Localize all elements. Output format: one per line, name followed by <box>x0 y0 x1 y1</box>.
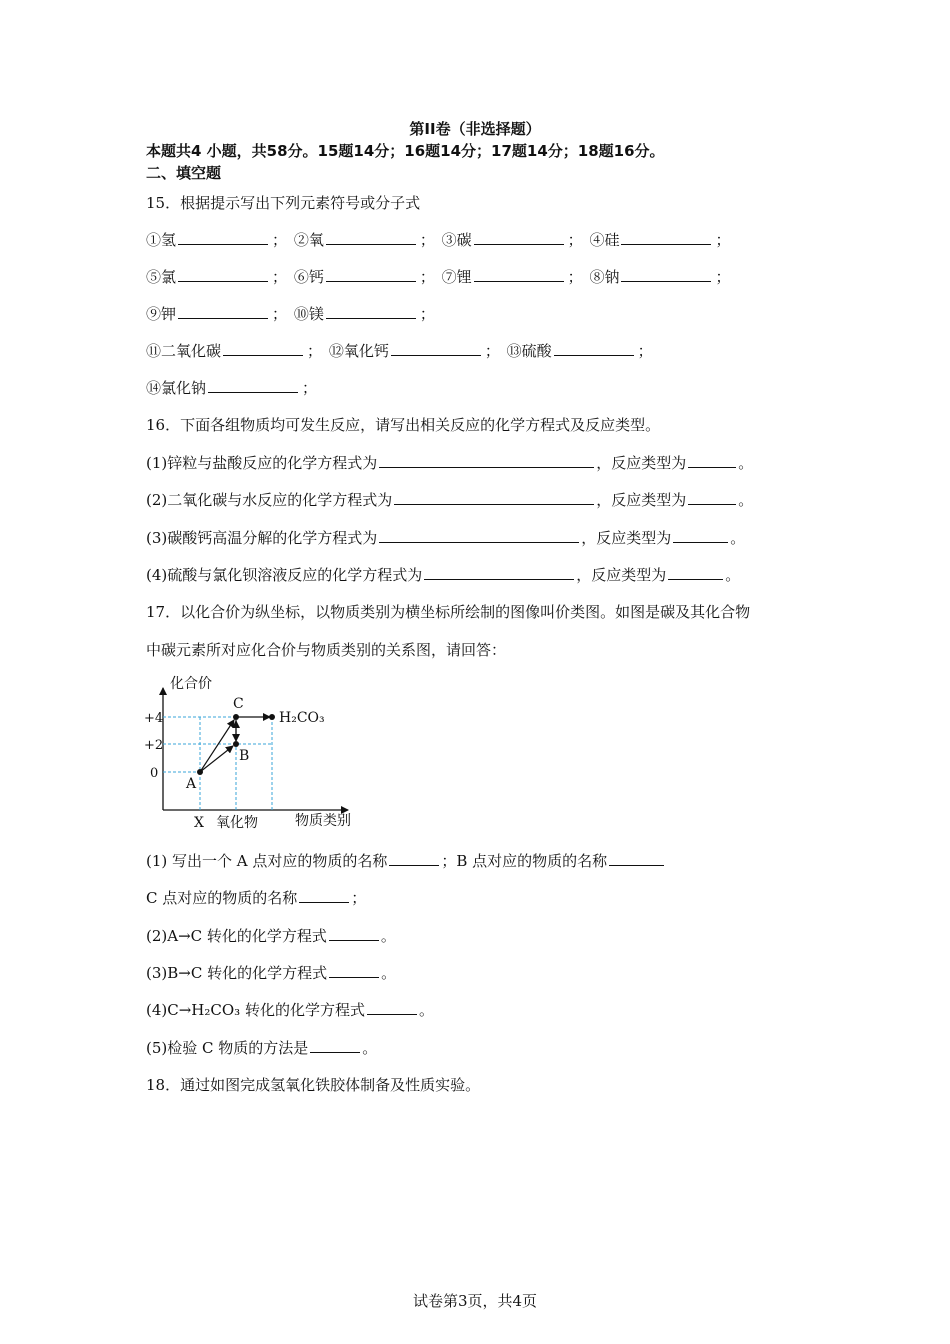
reaction-type-blank[interactable] <box>668 564 723 580</box>
answer-blank[interactable] <box>310 1037 360 1053</box>
answer-blank[interactable] <box>474 266 564 282</box>
point-a-label: A <box>186 776 197 792</box>
y-tick-label: +4 <box>144 711 164 726</box>
q15-item: ③碳 <box>441 231 472 249</box>
arrow-a-to-b <box>200 746 233 772</box>
q16-stem: 16．下面各组物质均可发生反应，请写出相关反应的化学方程式及反应类型。 <box>146 416 661 434</box>
q17-sub-3: (3)B→C 转化的化学方程式 。 <box>146 964 397 982</box>
x-tick-label: X <box>194 815 204 831</box>
answer-blank[interactable] <box>178 303 268 319</box>
q15-row-5: ⑭氯化钠 ； <box>146 379 318 397</box>
answer-blank[interactable] <box>329 962 379 978</box>
reaction-type-blank[interactable] <box>688 489 736 505</box>
x-axis-label: 物质类别 <box>295 813 351 829</box>
y-tick-label: +2 <box>144 738 164 753</box>
q15-item: ⑦锂 <box>441 268 472 286</box>
q17-stem-line-2: 中碳元素所对应化合价与物质类别的关系图，请回答： <box>146 641 507 659</box>
q15-item: ⑩镁 <box>293 305 324 323</box>
x-tick-label: 氧化物 <box>216 815 258 831</box>
q17-sub-4: (4)C→H₂CO₃ 转化的化学方程式 。 <box>146 1001 434 1019</box>
section-heading: 二、填空题 <box>146 164 222 182</box>
point-c <box>233 714 239 720</box>
q15-item: ⑨钾 <box>146 305 177 323</box>
h2co3-label: H₂CO₃ <box>279 710 325 726</box>
q15-item: ⑬硫酸 <box>506 342 552 360</box>
answer-blank[interactable] <box>178 229 268 245</box>
q16-part-3: (3)碳酸钙高温分解的化学方程式为 ，反应类型为 。 <box>146 529 746 547</box>
q15-item: ②氧 <box>293 231 324 249</box>
q16-part-1: (1)锌粒与盐酸反应的化学方程式为 ，反应类型为 。 <box>146 454 754 472</box>
valence-category-diagram <box>130 670 370 838</box>
section-title: 第II卷（非选择题） <box>409 120 541 138</box>
point-a <box>197 769 203 775</box>
point-b-label: B <box>239 748 250 764</box>
point-b <box>233 741 239 747</box>
answer-blank[interactable] <box>326 229 416 245</box>
equation-blank[interactable] <box>424 564 574 580</box>
q15-row-3: ⑨钾 ； ⑩镁 ； <box>146 305 435 323</box>
answer-blank[interactable] <box>609 850 664 866</box>
q15-item: ⑪二氧化碳 <box>146 342 222 360</box>
answer-blank[interactable] <box>391 340 481 356</box>
reaction-type-blank[interactable] <box>688 452 736 468</box>
equation-blank[interactable] <box>394 489 594 505</box>
arrow-a-to-c <box>200 720 234 772</box>
q15-item: ⑭氯化钠 <box>146 379 207 397</box>
q17-stem-line-1: 17．以化合价为纵坐标，以物质类别为横坐标所绘制的图像叫价类图。如图是碳及其化合物 <box>146 603 751 621</box>
q15-item: ⑥钙 <box>293 268 324 286</box>
q15-row-2: ⑤氯 ； ⑥钙 ； ⑦锂 ； ⑧钠 ； <box>146 268 731 286</box>
q15-row-1: ①氢 ； ②氧 ； ③碳 ； ④硅 ； <box>146 231 731 249</box>
answer-blank[interactable] <box>621 266 711 282</box>
q16-part-4: (4)硫酸与氯化钡溶液反应的化学方程式为 ，反应类型为 。 <box>146 566 741 584</box>
q15-item: ⑤氯 <box>146 268 177 286</box>
answer-blank[interactable] <box>554 340 634 356</box>
q17-sub-5: (5)检验 C 物质的方法是 。 <box>146 1039 378 1057</box>
answer-blank[interactable] <box>326 266 416 282</box>
answer-blank[interactable] <box>329 925 379 941</box>
answer-blank[interactable] <box>178 266 268 282</box>
q17-sub-2: (2)A→C 转化的化学方程式 。 <box>146 927 396 945</box>
q15-item: ①氢 <box>146 231 177 249</box>
q15-item: ⑧钠 <box>589 268 620 286</box>
point-c-label: C <box>233 696 244 712</box>
answer-blank[interactable] <box>223 340 303 356</box>
page-footer: 试卷第3页，共4页 <box>412 1292 538 1310</box>
reaction-type-blank[interactable] <box>673 527 728 543</box>
answer-blank[interactable] <box>326 303 416 319</box>
y-axis-label: 化合价 <box>170 676 212 692</box>
answer-blank[interactable] <box>208 377 298 393</box>
equation-blank[interactable] <box>379 452 594 468</box>
q15-item: ⑫氧化钙 <box>328 342 389 360</box>
answer-blank[interactable] <box>389 850 439 866</box>
exam-intro: 本题共4 小题，共58分。15题14分；16题14分；17题14分；18题16分。 <box>146 142 665 160</box>
y-tick-label: 0 <box>150 766 159 781</box>
q15-stem: 15．根据提示写出下列元素符号或分子式 <box>146 194 421 212</box>
equation-blank[interactable] <box>379 527 579 543</box>
point-h2co3 <box>269 714 275 720</box>
q15-row-4: ⑪二氧化碳 ； ⑫氧化钙 ； ⑬硫酸 ； <box>146 342 653 360</box>
answer-blank[interactable] <box>474 229 564 245</box>
answer-blank[interactable] <box>621 229 711 245</box>
answer-blank[interactable] <box>367 999 417 1015</box>
q17-sub-1: (1) 写出一个 A 点对应的物质的名称 ；B 点对应的物质的名称 <box>146 850 666 871</box>
q18-stem: 18．通过如图完成氢氧化铁胶体制备及性质实验。 <box>146 1076 481 1094</box>
guide-lines <box>163 717 272 810</box>
q17-sub-1-c: C 点对应的物质的名称 ； <box>146 889 367 907</box>
q16-part-2: (2)二氧化碳与水反应的化学方程式为 ，反应类型为 。 <box>146 491 754 509</box>
q15-item: ④硅 <box>589 231 620 249</box>
answer-blank[interactable] <box>299 887 349 903</box>
